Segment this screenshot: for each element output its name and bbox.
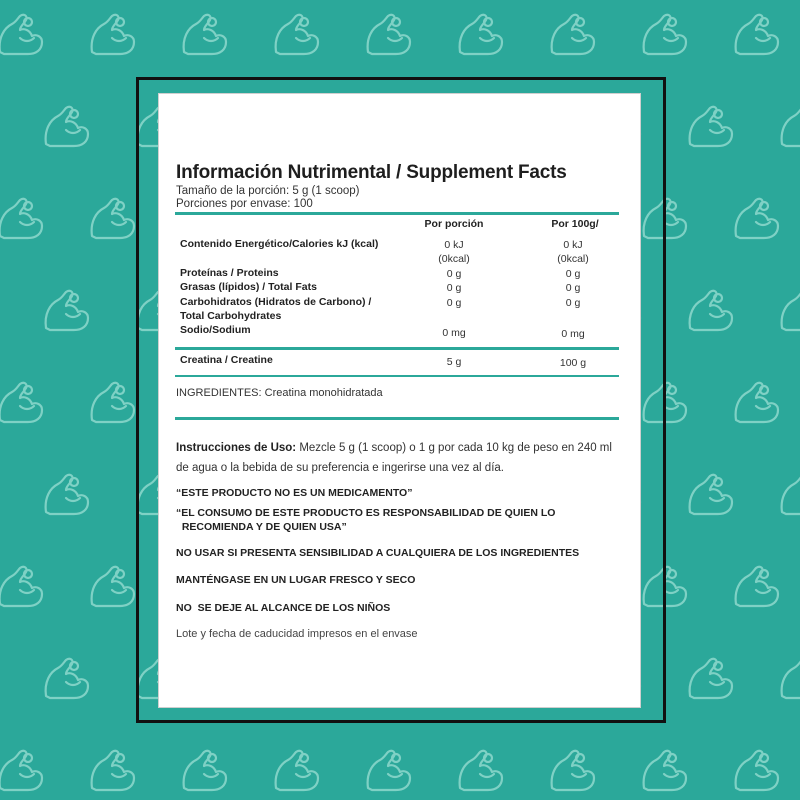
- row-carbs-label-en: Total Carbohydrates: [180, 310, 282, 322]
- sodium-per-100g: 0 mg: [561, 328, 585, 340]
- column-header-per-100g: Por 100g/: [551, 218, 599, 230]
- flexed-arm-icon: [92, 751, 134, 790]
- warning-responsibility-line1: “EL CONSUMO DE ESTE PRODUCTO ES RESPONSABILIDAD DE QUIEN LO: [176, 507, 556, 519]
- flexed-arm-icon: [92, 383, 134, 422]
- flexed-arm-icon: [690, 475, 732, 514]
- flexed-arm-icon: [184, 751, 226, 790]
- energy-per-100g: 0 kJ: [563, 239, 583, 251]
- flexed-arm-icon: [460, 751, 502, 790]
- flexed-arm-icon: [46, 659, 88, 698]
- flexed-arm-icon: [368, 15, 410, 54]
- creatine-per-serving: 5 g: [446, 356, 462, 368]
- flexed-arm-icon: [782, 107, 800, 146]
- lot-expiry-note: Lote y fecha de caducidad impresos en el envase: [176, 628, 418, 640]
- supplement-facts-panel: [158, 93, 641, 708]
- row-carbs-label: Carbohidratos (Hidratos de Carbono) /: [180, 296, 372, 308]
- instructions-text: Mezcle 5 g (1 scoop) o 1 g por cada 10 kg de peso en 240 ml de agua o la bebida de su preferencia e ingerirse una vez al día.: [176, 442, 612, 474]
- fat-per-100g: 0 g: [565, 282, 581, 294]
- label-title: Información Nutrimental / Supplement Facts: [176, 162, 567, 183]
- table-top-rule: [175, 212, 619, 215]
- row-creatine-label: Creatina / Creatine: [180, 354, 273, 366]
- warning-storage: MANTÉNGASE EN UN LUGAR FRESCO Y SECO: [176, 574, 416, 586]
- usage-instructions: [176, 438, 616, 478]
- warning-not-medicine: “ESTE PRODUCTO NO ES UN MEDICAMENTO”: [176, 487, 413, 499]
- flexed-arm-icon: [0, 567, 42, 606]
- row-fat-label: Grasas (lípidos) / Total Fats: [180, 281, 317, 293]
- creatine-per-100g: 100 g: [559, 357, 587, 369]
- flexed-arm-icon: [552, 15, 594, 54]
- flexed-arm-icon: [736, 751, 778, 790]
- flexed-arm-icon: [46, 291, 88, 330]
- flexed-arm-icon: [0, 751, 42, 790]
- flexed-arm-icon: [0, 15, 42, 54]
- flexed-arm-icon: [644, 751, 686, 790]
- ingredients-text: INGREDIENTES: Creatina monohidratada: [176, 387, 383, 399]
- flexed-arm-icon: [782, 291, 800, 330]
- flexed-arm-icon: [0, 383, 42, 422]
- flexed-arm-icon: [92, 199, 134, 238]
- carbs-per-100g: 0 g: [565, 297, 581, 309]
- sodium-per-serving: 0 mg: [442, 327, 466, 339]
- fat-per-serving: 0 g: [446, 282, 462, 294]
- warning-sensitivity: NO USAR SI PRESENTA SENSIBILIDAD A CUALQUIERA DE LOS INGREDIENTES: [176, 547, 580, 559]
- serving-size: Tamaño de la porción: 5 g (1 scoop): [176, 185, 360, 197]
- flexed-arm-icon: [368, 751, 410, 790]
- row-energy-label: Contenido Energético/Calories kJ (kcal): [180, 238, 379, 250]
- flexed-arm-icon: [736, 199, 778, 238]
- flexed-arm-icon: [184, 15, 226, 54]
- flexed-arm-icon: [644, 15, 686, 54]
- flexed-arm-icon: [690, 107, 732, 146]
- flexed-arm-icon: [736, 15, 778, 54]
- flexed-arm-icon: [690, 291, 732, 330]
- servings-per-container: Porciones por envase: 100: [176, 198, 313, 210]
- row-protein-label: Proteínas / Proteins: [180, 267, 279, 279]
- flexed-arm-icon: [276, 751, 318, 790]
- flexed-arm-icon: [46, 475, 88, 514]
- energy-per-100g-kcal: (0kcal): [557, 253, 589, 265]
- warning-children: NO SE DEJE AL ALCANCE DE LOS NIÑOS: [176, 602, 391, 614]
- creatine-bottom-rule: [175, 375, 619, 377]
- protein-per-100g: 0 g: [565, 268, 581, 280]
- flexed-arm-icon: [92, 567, 134, 606]
- flexed-arm-icon: [782, 475, 800, 514]
- protein-per-serving: 0 g: [446, 268, 462, 280]
- flexed-arm-icon: [92, 15, 134, 54]
- column-header-per-serving: Por porción: [424, 218, 484, 230]
- warning-responsibility-line2: RECOMIENDA Y DE QUIEN USA”: [176, 521, 347, 533]
- carbs-per-serving: 0 g: [446, 297, 462, 309]
- energy-per-serving: 0 kJ: [444, 239, 464, 251]
- flexed-arm-icon: [736, 567, 778, 606]
- flexed-arm-icon: [460, 15, 502, 54]
- instructions-title: Instrucciones de Uso:: [176, 442, 297, 454]
- energy-per-serving-kcal: (0kcal): [438, 253, 470, 265]
- flexed-arm-icon: [782, 659, 800, 698]
- flexed-arm-icon: [690, 659, 732, 698]
- flexed-arm-icon: [276, 15, 318, 54]
- flexed-arm-icon: [46, 107, 88, 146]
- flexed-arm-icon: [0, 199, 42, 238]
- flexed-arm-icon: [552, 751, 594, 790]
- creatine-top-rule: [175, 347, 619, 350]
- ingredients-bottom-rule: [175, 417, 619, 420]
- flexed-arm-icon: [736, 383, 778, 422]
- row-sodium-label: Sodio/Sodium: [180, 324, 251, 336]
